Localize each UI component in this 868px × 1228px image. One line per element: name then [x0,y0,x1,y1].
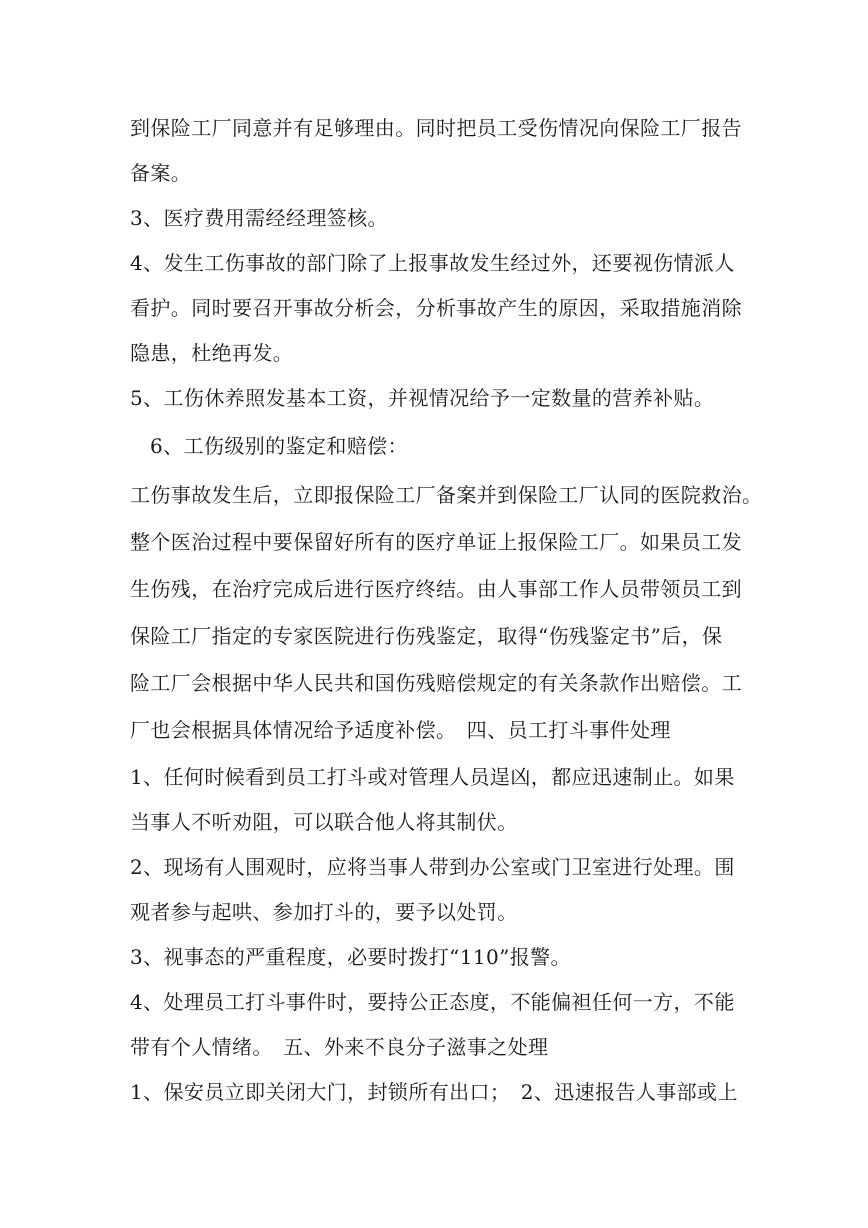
text-line: 5、工伤休养照发基本工资，并视情况给予一定数量的营养补贴。 [130,386,715,410]
text-line: 3、视事态的严重程度，必要时拨打“110”报警。 [130,945,571,969]
text-line: 3、医疗费用需经经理签核。 [130,206,388,230]
text-line: 看护。同时要召开事故分析会，分析事故产生的原因，采取措施消除 [130,296,742,320]
text-line: 整个医治过程中要保留好所有的医疗单证上报保险工厂。如果员工发 [130,530,742,554]
text-line: 4、处理员工打斗事件时，要持公正态度，不能偏袒任何一方，不能 [130,990,735,1014]
text-line: 备案。 [130,161,192,185]
text-line: 带有个人情绪。 五、外来不良分子滋事之处理 [130,1035,549,1059]
text-line: 到保险工厂同意并有足够理由。同时把员工受伤情况向保险工厂报告 [130,116,742,140]
text-line: 隐患，杜绝再发。 [130,341,294,365]
text-line: 险工厂会根据中华人民共和国伤残赔偿规定的有关条款作出赔偿。工 [130,671,742,695]
text-line: 2、现场有人围观时，应将当事人带到办公室或门卫室进行处理。围 [130,855,735,879]
section-heading: 6、工伤级别的鉴定和赔偿： [150,434,408,458]
text-line: 当事人不听劝阻，可以联合他人将其制伏。 [130,810,518,834]
text-line: 4、发生工伤事故的部门除了上报事故发生经过外，还要视伤情派人 [130,251,735,275]
text-line: 1、任何时候看到员工打斗或对管理人员逞凶，都应迅速制止。如果 [130,765,735,789]
text-line: 保险工厂指定的专家医院进行伤残鉴定，取得“伤残鉴定书”后，保 [130,624,723,648]
text-line: 1、保安员立即关闭大门，封锁所有出口； 2、迅速报告人事部或上 [130,1080,738,1104]
text-line: 观者参与起哄、参加打斗的，要予以处罚。 [130,900,518,924]
text-line: 工伤事故发生后，立即报保险工厂备案并到保险工厂认同的医院救治。 [130,483,763,507]
text-line: 厂也会根据具体情况给予适度补偿。 四、员工打斗事件处理 [130,718,671,742]
text-line: 生伤残，在治疗完成后进行医疗终结。由人事部工作人员带领员工到 [130,577,742,601]
